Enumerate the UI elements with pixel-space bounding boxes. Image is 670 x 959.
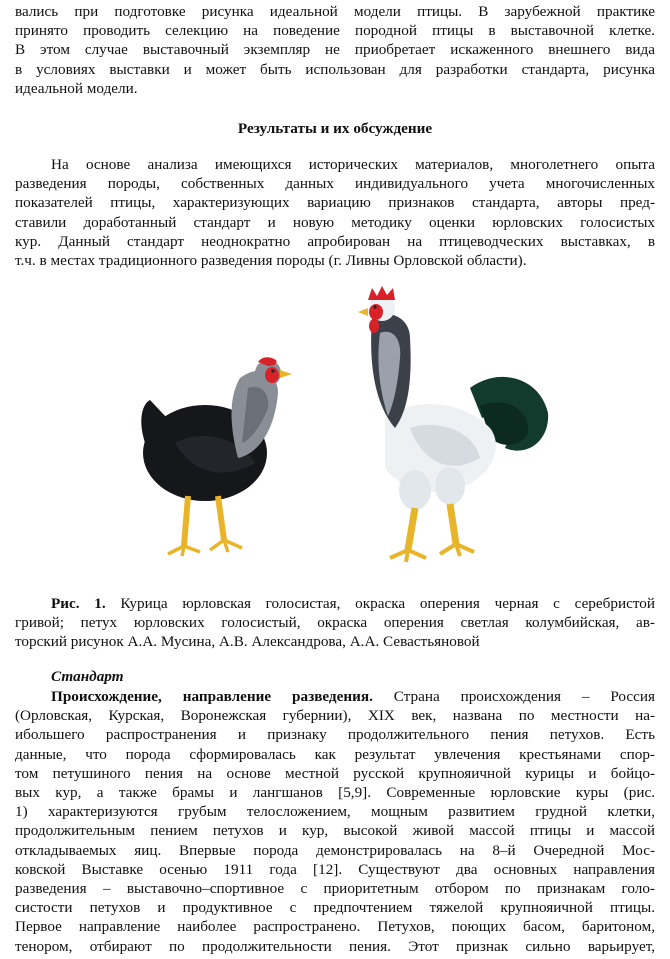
text-line: том петушиного пения на основе местной русской крупнояичной курицы и бойцо- (15, 764, 655, 782)
caption-line: торский рисунок А.А. Мусина, А.В. Александрова, А.А. Севастьяновой (15, 633, 480, 651)
text-line: ибольшего распространения и признаку продолжительного пения петухов. Есть (15, 726, 655, 744)
text-line: откладываемых яиц. Впервые порода демонстрировалась на 8–й Очередной Мос- (15, 841, 655, 859)
hen-figure (141, 357, 292, 556)
text-line: в условиях выставки и может быть использован для разработки стандарта, рисунка (15, 60, 655, 78)
text-line: продолжительным пением петухов и кур, высокой живой массой птицы и массой (15, 822, 655, 840)
standard-paragraph (15, 687, 655, 956)
text-line: ковской Выставке осенью 1911 года [12]. Существуют два основных направления (15, 860, 655, 878)
text-line: показателей птицы, характеризующих вариацию признаков стандарта, авторы пред- (15, 194, 655, 212)
text-line: т.ч. в местах традиционного разведения породы (г. Ливны Орловской области). (15, 252, 527, 270)
chickens-illustration (110, 278, 570, 578)
caption-line: гривой; петух юрловских голосистый, окраска оперения светлая колумбийская, ав- (15, 614, 655, 632)
text-line: ставили доработанный стандарт и новую методику оценки юрловских голосистых (15, 213, 655, 231)
text-line: разведения породы, собственных данных индивидуального учета многочисленных (15, 175, 655, 193)
text-line: данные, что порода сформировалась как результат увлечения крестьянами спор- (15, 745, 655, 763)
text-line (15, 687, 655, 706)
text-line: принято проводить селекцию на поведение породной птицы в выставочной клетке. (15, 22, 655, 40)
text-run: Страна происхождения – Россия (372, 688, 655, 705)
caption-label: Рис. 1. (51, 595, 106, 612)
text-line: тенором, отбирают по продолжительности пения. Этот признак сильно варьирует, (15, 937, 655, 955)
text-line: систости петухов и продуктивное с предпочтением тяжелой крупнояичной птицы. (15, 899, 655, 917)
text-line: (Орловская, Курская, Воронежская губернии), XIX век, названа по местности на- (15, 707, 655, 725)
text-line: вались при подготовке рисунка идеальной модели птицы. В зарубежной практике (15, 3, 655, 20)
caption-line (15, 594, 655, 613)
text-line: кур. Данный стандарт неоднократно апробирован на птицеводческих выставках, в (15, 232, 655, 250)
rooster-figure (358, 286, 548, 562)
text-line: Первое направление наиболее распространено. Петухов, поющих басом, баритоном, (15, 918, 655, 936)
text-line: 1) характеризуются грубым телосложением, мощным развитием грудной клетки, (15, 803, 655, 821)
text-line: разведения – выставочно–спортивное с приоритетным отбором по признакам голо- (15, 880, 655, 898)
figure-caption (15, 594, 655, 652)
run-in-heading: Происхождение, направление разведения. (51, 688, 373, 705)
section-heading: Результаты и их обсуждение (237, 120, 433, 137)
text-line: В этом случае выставочный экземпляр не приобретает искаженного внешнего вида (15, 41, 655, 59)
text-line: вых кур, а также брамы и лангшанов [5,9]. Современные юрловские куры (рис. (15, 784, 655, 802)
text-line: На основе анализа имеющихся исторических материалов, многолетнего опыта (51, 156, 655, 173)
caption-text: Курица юрловская голосистая, окраска оперения черная с серебристой (105, 595, 655, 612)
results-paragraph (15, 155, 655, 270)
standard-subheading: Стандарт (51, 668, 124, 685)
text-line: идеальной модели. (15, 79, 138, 97)
intro-paragraph (15, 2, 655, 98)
